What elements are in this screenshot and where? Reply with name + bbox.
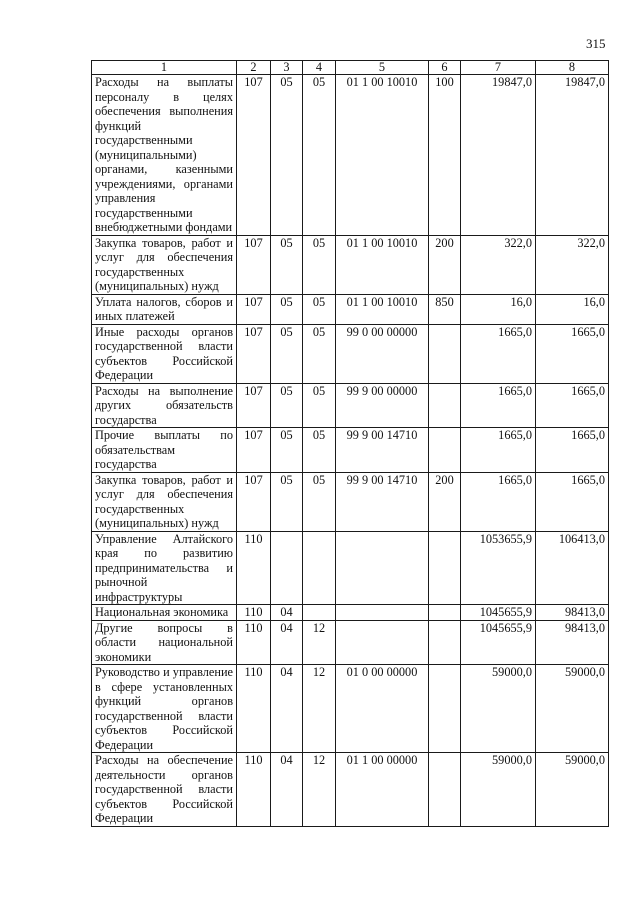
row-code-2: 107 — [237, 294, 271, 324]
row-code-3: 05 — [271, 383, 303, 428]
row-code-3: 05 — [271, 294, 303, 324]
row-code-5: 01 1 00 10010 — [336, 75, 429, 236]
row-code-4 — [303, 605, 336, 621]
row-code-6 — [429, 753, 461, 827]
column-header: 1 — [92, 61, 237, 75]
row-code-2: 110 — [237, 665, 271, 753]
row-code-2: 107 — [237, 235, 271, 294]
row-code-4: 12 — [303, 753, 336, 827]
table-row — [92, 665, 609, 753]
row-code-2: 107 — [237, 75, 271, 236]
row-code-3: 05 — [271, 428, 303, 473]
row-code-3: 04 — [271, 605, 303, 621]
row-amount-7: 59000,0 — [461, 753, 536, 827]
row-code-4: 05 — [303, 383, 336, 428]
row-code-2: 107 — [237, 428, 271, 473]
row-amount-7: 1665,0 — [461, 472, 536, 531]
row-amount-8: 16,0 — [536, 294, 609, 324]
row-code-6 — [429, 620, 461, 665]
row-amount-8: 322,0 — [536, 235, 609, 294]
row-name: Другие вопросы в области национальной экономики — [92, 620, 237, 665]
row-amount-8: 59000,0 — [536, 665, 609, 753]
table-row — [92, 531, 609, 605]
row-code-3: 04 — [271, 665, 303, 753]
row-code-2: 107 — [237, 383, 271, 428]
row-code-6 — [429, 605, 461, 621]
row-code-5: 99 0 00 00000 — [336, 324, 429, 383]
table-row — [92, 294, 609, 324]
table-row — [92, 605, 609, 621]
row-code-4: 05 — [303, 324, 336, 383]
row-code-5: 01 0 00 00000 — [336, 665, 429, 753]
row-amount-7: 1665,0 — [461, 383, 536, 428]
row-name: Закупка товаров, работ и услуг для обеспечения государственных (муниципальных) нужд — [92, 472, 237, 531]
row-amount-7: 1045655,9 — [461, 605, 536, 621]
column-header: 5 — [336, 61, 429, 75]
row-code-2: 110 — [237, 620, 271, 665]
row-code-4: 05 — [303, 75, 336, 236]
row-amount-7: 16,0 — [461, 294, 536, 324]
row-code-5 — [336, 620, 429, 665]
row-code-6 — [429, 428, 461, 473]
row-name: Национальная экономика — [92, 605, 237, 621]
row-code-4: 05 — [303, 428, 336, 473]
table-row — [92, 620, 609, 665]
row-code-5 — [336, 531, 429, 605]
row-code-6 — [429, 665, 461, 753]
row-name: Прочие выплаты по обязательствам государства — [92, 428, 237, 473]
row-code-3: 05 — [271, 75, 303, 236]
row-code-6: 200 — [429, 235, 461, 294]
table-header-row — [92, 61, 609, 75]
row-code-3: 05 — [271, 472, 303, 531]
row-code-5: 01 1 00 10010 — [336, 294, 429, 324]
row-code-4: 12 — [303, 665, 336, 753]
row-code-3: 04 — [271, 620, 303, 665]
row-code-4: 05 — [303, 472, 336, 531]
row-code-4: 12 — [303, 620, 336, 665]
table-row — [92, 235, 609, 294]
budget-table — [91, 60, 609, 827]
row-name: Руководство и управление в сфере установленных функций органов государственной власти субъектов Российской Федерации — [92, 665, 237, 753]
page-number: 315 — [586, 36, 606, 51]
table-row — [92, 428, 609, 473]
row-code-6: 850 — [429, 294, 461, 324]
row-amount-8: 98413,0 — [536, 605, 609, 621]
table-row — [92, 383, 609, 428]
row-code-2: 110 — [237, 531, 271, 605]
row-amount-7: 1045655,9 — [461, 620, 536, 665]
row-code-6: 200 — [429, 472, 461, 531]
column-header: 2 — [237, 61, 271, 75]
table-row — [92, 324, 609, 383]
row-amount-8: 19847,0 — [536, 75, 609, 236]
row-code-3 — [271, 531, 303, 605]
row-code-4: 05 — [303, 294, 336, 324]
row-name: Уплата налогов, сборов и иных платежей — [92, 294, 237, 324]
row-code-5: 99 9 00 14710 — [336, 428, 429, 473]
row-code-5: 99 9 00 00000 — [336, 383, 429, 428]
row-code-5 — [336, 605, 429, 621]
row-name: Закупка товаров, работ и услуг для обеспечения государственных (муниципальных) нужд — [92, 235, 237, 294]
row-amount-8: 1665,0 — [536, 428, 609, 473]
row-code-2: 107 — [237, 472, 271, 531]
table-row — [92, 75, 609, 236]
column-header: 8 — [536, 61, 609, 75]
row-code-5: 01 1 00 10010 — [336, 235, 429, 294]
row-amount-8: 59000,0 — [536, 753, 609, 827]
row-code-3: 05 — [271, 324, 303, 383]
row-code-4: 05 — [303, 235, 336, 294]
row-amount-7: 19847,0 — [461, 75, 536, 236]
row-code-6: 100 — [429, 75, 461, 236]
row-code-6 — [429, 383, 461, 428]
row-code-4 — [303, 531, 336, 605]
table-row — [92, 472, 609, 531]
row-name: Расходы на выплаты персоналу в целях обеспечения выполнения функций государственными (муниципальными) органами, казенными учреждениями, органами управления государственными внебюджетными фондами — [92, 75, 237, 236]
row-code-2: 110 — [237, 605, 271, 621]
row-name: Управление Алтайского края по развитию предпринимательства и рыночной инфраструктуры — [92, 531, 237, 605]
row-name: Иные расходы органов государственной власти субъектов Российской Федерации — [92, 324, 237, 383]
row-code-3: 05 — [271, 235, 303, 294]
row-code-3: 04 — [271, 753, 303, 827]
column-header: 3 — [271, 61, 303, 75]
row-name: Расходы на обеспечение деятельности органов государственной власти субъектов Российской Федерации — [92, 753, 237, 827]
row-code-2: 110 — [237, 753, 271, 827]
row-amount-7: 1053655,9 — [461, 531, 536, 605]
row-amount-8: 98413,0 — [536, 620, 609, 665]
column-header: 4 — [303, 61, 336, 75]
row-name: Расходы на выполнение других обязательств государства — [92, 383, 237, 428]
row-amount-7: 1665,0 — [461, 428, 536, 473]
row-code-2: 107 — [237, 324, 271, 383]
row-code-5: 99 9 00 14710 — [336, 472, 429, 531]
row-amount-8: 106413,0 — [536, 531, 609, 605]
row-amount-7: 59000,0 — [461, 665, 536, 753]
row-amount-8: 1665,0 — [536, 472, 609, 531]
row-amount-8: 1665,0 — [536, 383, 609, 428]
row-amount-7: 322,0 — [461, 235, 536, 294]
row-amount-7: 1665,0 — [461, 324, 536, 383]
column-header: 7 — [461, 61, 536, 75]
row-code-6 — [429, 531, 461, 605]
row-code-6 — [429, 324, 461, 383]
row-code-5: 01 1 00 00000 — [336, 753, 429, 827]
column-header: 6 — [429, 61, 461, 75]
row-amount-8: 1665,0 — [536, 324, 609, 383]
table-row — [92, 753, 609, 827]
